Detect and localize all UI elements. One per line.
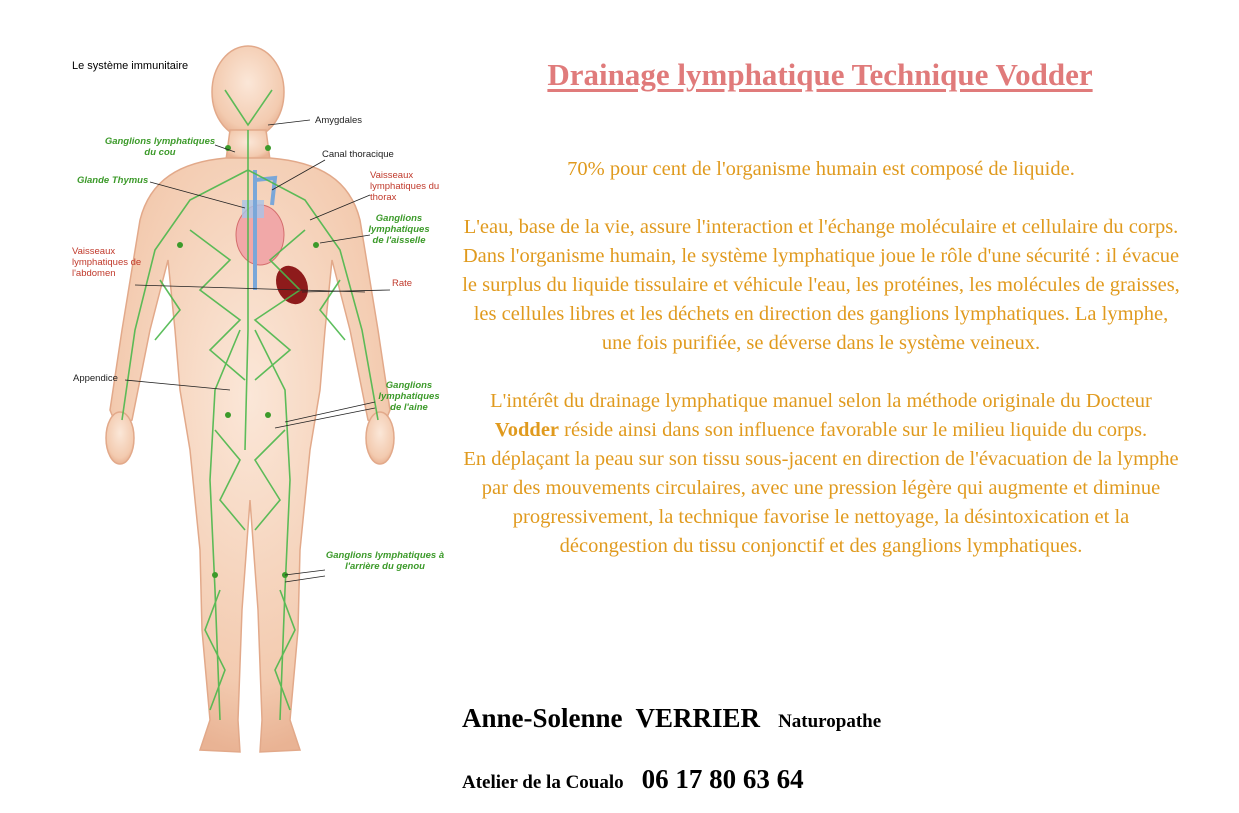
vodder-emphasis: Vodder bbox=[494, 419, 560, 441]
label-vaisseaux-thorax: Vaisseaux lymphatiques du thorax bbox=[370, 170, 440, 203]
paragraph-eau: L'eau, base de la vie, assure l'interaction et l'échange moléculaire et cellulaire du corps. bbox=[463, 216, 1179, 238]
label-ganglions-cou: Ganglions lymphatiques du cou bbox=[104, 136, 216, 158]
body-text bbox=[462, 155, 1180, 561]
practitioner-role: Naturopathe bbox=[778, 711, 882, 732]
label-amygdales: Amygdales bbox=[315, 115, 362, 126]
atelier-name: Atelier de la Coualo bbox=[462, 772, 624, 793]
phone-number: 06 17 80 63 64 bbox=[641, 764, 804, 794]
lymphatic-system-figure bbox=[40, 30, 460, 810]
paragraph-technique: En déplaçant la peau sur son tissu sous-jacent en direction de l'évacuation de la lymphe par des mouvements circulaires, avec une pression légère qui augmente et diminue progressivement, la technique favorise le nettoyage, la désintoxication et la décongestion du tissu conjonctif et des ganglions lymphatiques. bbox=[463, 448, 1179, 557]
contact bbox=[462, 764, 804, 795]
paragraph-liquide: 70% pour cent de l'organisme humain est composé de liquide. bbox=[567, 158, 1075, 180]
paragraph-interet-end: réside ainsi dans son influence favorable sur le milieu liquide du corps. bbox=[559, 419, 1148, 441]
paragraph-systeme: Dans l'organisme humain, le système lymphatique joue le rôle d'une sécurité : il évacue le surplus du liquide tissulaire et véhicule l'eau, les protéines, les molécules de graisses, les cellules libres et les déchets en direction des ganglions lymphatiques. La lymphe, une fois purifiée, se déverse dans le système veineux. bbox=[462, 245, 1180, 354]
page-title: Drainage lymphatique Technique Vodder bbox=[547, 57, 1093, 92]
label-ganglions-aisselle: Ganglions lymphatiques de l'aisselle bbox=[368, 213, 430, 246]
paragraph-interet bbox=[462, 387, 1180, 445]
signature bbox=[462, 703, 881, 734]
label-ganglions-aine: Ganglions lymphatiques de l'aine bbox=[378, 380, 440, 413]
paragraph-interet-start: L'intérêt du drainage lymphatique manuel selon la méthode originale du Docteur bbox=[490, 390, 1152, 412]
label-vaisseaux-abdomen: Vaisseaux lymphatiques de l'abdomen bbox=[72, 246, 142, 279]
label-rate: Rate bbox=[392, 278, 413, 289]
label-canal-thoracique: Canal thoracique bbox=[322, 149, 394, 160]
label-glande-thymus: Glande Thymus bbox=[77, 175, 149, 186]
practitioner-name: Anne-Solenne VERRIER bbox=[462, 703, 761, 733]
figure-title: Le système immunitaire bbox=[72, 60, 189, 72]
label-appendice: Appendice bbox=[73, 373, 118, 384]
label-ganglions-genou: Ganglions lymphatiques à l'arrière du genou bbox=[325, 550, 445, 572]
